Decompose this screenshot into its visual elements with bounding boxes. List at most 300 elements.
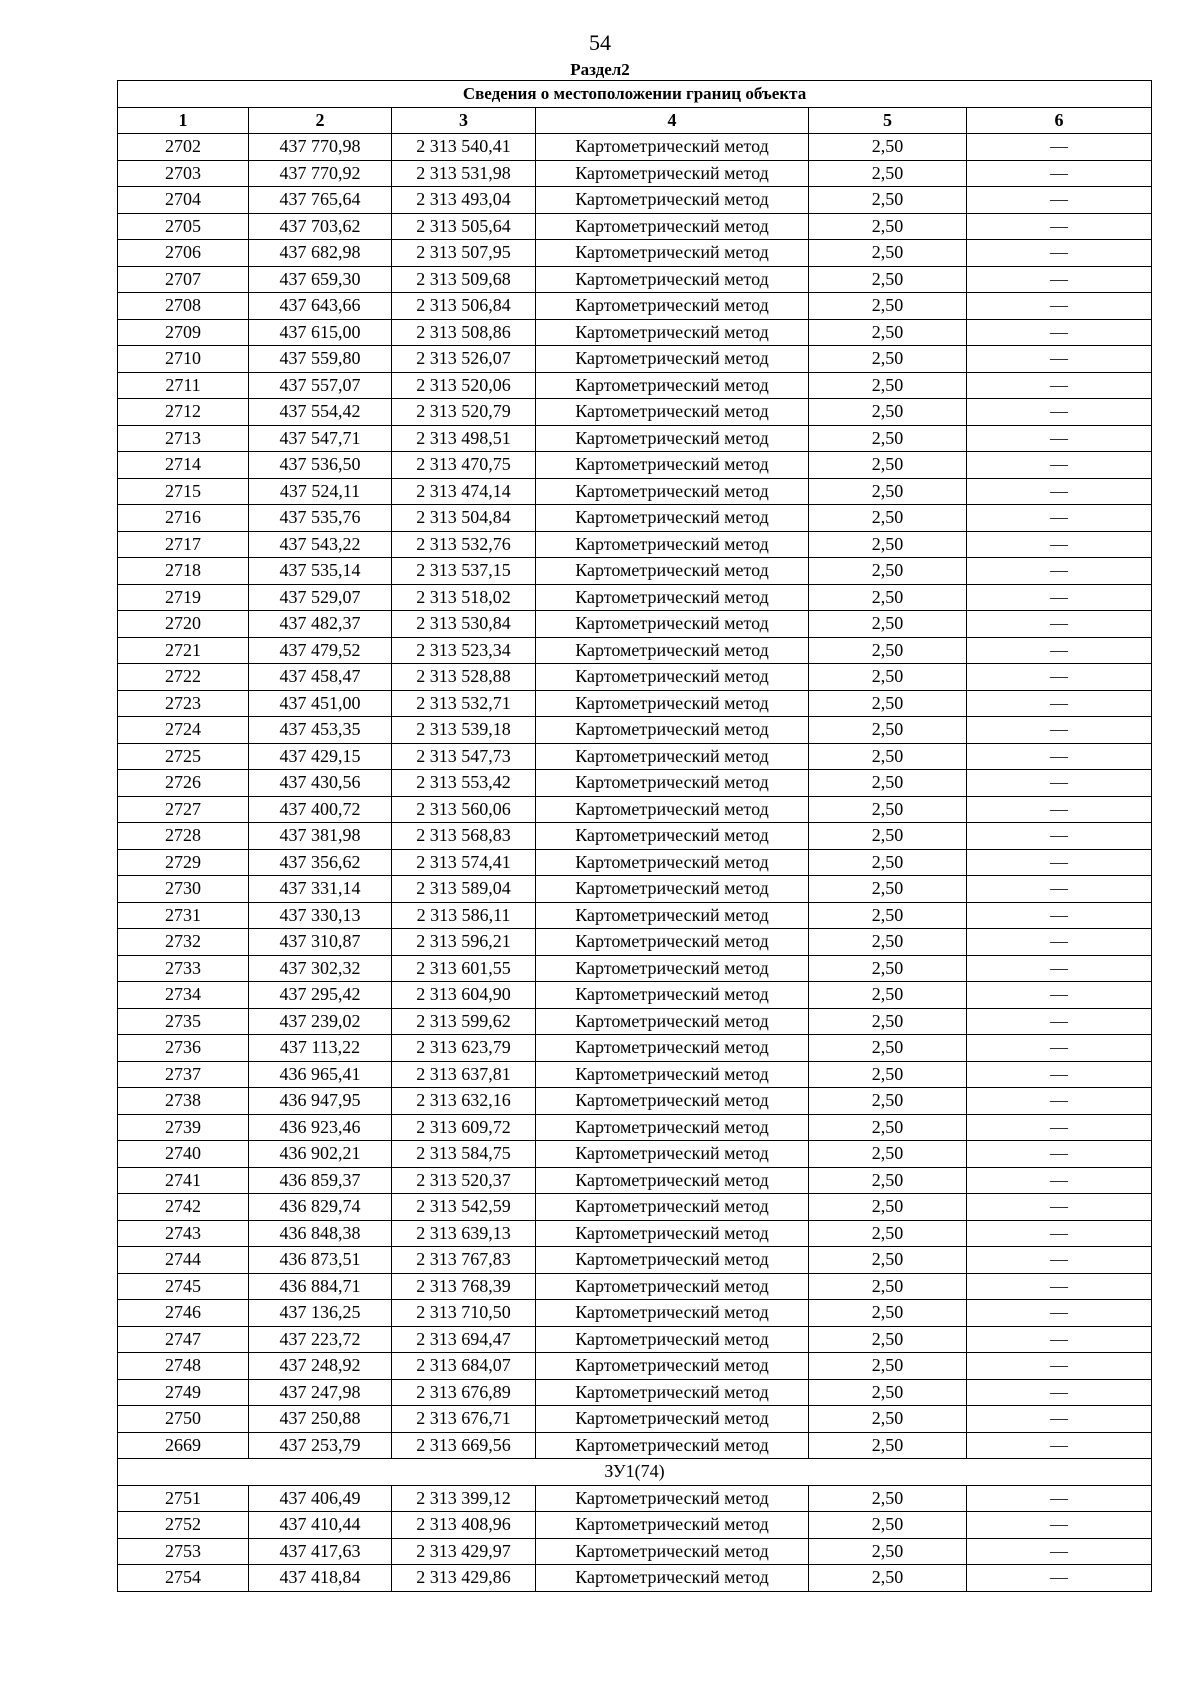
cell-coordinate-x: 437 453,35 — [249, 717, 392, 744]
column-header: 3 — [392, 107, 536, 134]
cell-description: — — [967, 902, 1152, 929]
cell-coordinate-y: 2 313 518,02 — [392, 584, 536, 611]
cell-description: — — [967, 1512, 1152, 1539]
cell-accuracy: 2,50 — [809, 929, 967, 956]
cell-point-number: 2734 — [118, 982, 249, 1009]
cell-method: Картометрический метод — [536, 1379, 809, 1406]
cell-coordinate-x: 437 330,13 — [249, 902, 392, 929]
cell-accuracy: 2,50 — [809, 584, 967, 611]
cell-accuracy: 2,50 — [809, 187, 967, 214]
cell-coordinate-x: 437 418,84 — [249, 1565, 392, 1592]
cell-point-number: 2720 — [118, 611, 249, 638]
page-number: 54 — [589, 30, 611, 55]
column-header: 5 — [809, 107, 967, 134]
table-row — [118, 929, 1152, 956]
table-row — [118, 1379, 1152, 1406]
cell-accuracy: 2,50 — [809, 558, 967, 585]
cell-point-number: 2744 — [118, 1247, 249, 1274]
cell-point-number: 2713 — [118, 425, 249, 452]
cell-coordinate-y: 2 313 493,04 — [392, 187, 536, 214]
cell-coordinate-y: 2 313 542,59 — [392, 1194, 536, 1221]
cell-coordinate-y: 2 313 604,90 — [392, 982, 536, 1009]
cell-coordinate-y: 2 313 540,41 — [392, 134, 536, 161]
table-row — [118, 293, 1152, 320]
cell-point-number: 2750 — [118, 1406, 249, 1433]
cell-method: Картометрический метод — [536, 1247, 809, 1274]
cell-point-number: 2741 — [118, 1167, 249, 1194]
cell-coordinate-x: 437 682,98 — [249, 240, 392, 267]
cell-coordinate-y: 2 313 676,89 — [392, 1379, 536, 1406]
cell-accuracy: 2,50 — [809, 717, 967, 744]
cell-description: — — [967, 452, 1152, 479]
cell-method: Картометрический метод — [536, 1220, 809, 1247]
cell-coordinate-x: 437 451,00 — [249, 690, 392, 717]
cell-coordinate-x: 437 429,15 — [249, 743, 392, 770]
cell-coordinate-y: 2 313 623,79 — [392, 1035, 536, 1062]
cell-coordinate-x: 437 529,07 — [249, 584, 392, 611]
table-row — [118, 1538, 1152, 1565]
cell-point-number: 2714 — [118, 452, 249, 479]
cell-accuracy: 2,50 — [809, 346, 967, 373]
table-row — [118, 1353, 1152, 1380]
group-header-row — [118, 1459, 1152, 1486]
table-row — [118, 1008, 1152, 1035]
column-header: 1 — [118, 107, 249, 134]
cell-coordinate-y: 2 313 532,71 — [392, 690, 536, 717]
cell-accuracy: 2,50 — [809, 266, 967, 293]
cell-description: — — [967, 1141, 1152, 1168]
cell-coordinate-y: 2 313 632,16 — [392, 1088, 536, 1115]
cell-method: Картометрический метод — [536, 584, 809, 611]
table-row — [118, 637, 1152, 664]
cell-accuracy: 2,50 — [809, 213, 967, 240]
table-row — [118, 717, 1152, 744]
cell-point-number: 2730 — [118, 876, 249, 903]
cell-method: Картометрический метод — [536, 1061, 809, 1088]
cell-description: — — [967, 1379, 1152, 1406]
cell-method: Картометрический метод — [536, 690, 809, 717]
table-row — [118, 849, 1152, 876]
cell-coordinate-x: 437 643,66 — [249, 293, 392, 320]
cell-coordinate-x: 437 310,87 — [249, 929, 392, 956]
cell-description: — — [967, 849, 1152, 876]
table-row — [118, 1141, 1152, 1168]
cell-coordinate-y: 2 313 528,88 — [392, 664, 536, 691]
cell-coordinate-x: 436 884,71 — [249, 1273, 392, 1300]
table-row — [118, 611, 1152, 638]
table-row — [118, 1061, 1152, 1088]
cell-coordinate-y: 2 313 574,41 — [392, 849, 536, 876]
cell-coordinate-y: 2 313 498,51 — [392, 425, 536, 452]
cell-method: Картометрический метод — [536, 1326, 809, 1353]
cell-description: — — [967, 717, 1152, 744]
cell-accuracy: 2,50 — [809, 849, 967, 876]
table-row — [118, 558, 1152, 585]
cell-method: Картометрический метод — [536, 1565, 809, 1592]
cell-accuracy: 2,50 — [809, 1300, 967, 1327]
cell-description: — — [967, 266, 1152, 293]
cell-description: — — [967, 372, 1152, 399]
column-header: 6 — [967, 107, 1152, 134]
cell-coordinate-x: 437 458,47 — [249, 664, 392, 691]
cell-accuracy: 2,50 — [809, 982, 967, 1009]
cell-method: Картометрический метод — [536, 1088, 809, 1115]
cell-point-number: 2715 — [118, 478, 249, 505]
table-row — [118, 266, 1152, 293]
cell-coordinate-y: 2 313 601,55 — [392, 955, 536, 982]
cell-coordinate-y: 2 313 506,84 — [392, 293, 536, 320]
cell-coordinate-x: 436 923,46 — [249, 1114, 392, 1141]
cell-point-number: 2753 — [118, 1538, 249, 1565]
cell-method: Картометрический метод — [536, 743, 809, 770]
cell-coordinate-x: 437 239,02 — [249, 1008, 392, 1035]
cell-method: Картометрический метод — [536, 1406, 809, 1433]
cell-accuracy: 2,50 — [809, 293, 967, 320]
cell-description: — — [967, 240, 1152, 267]
cell-coordinate-x: 437 253,79 — [249, 1432, 392, 1459]
cell-method: Картометрический метод — [536, 213, 809, 240]
cell-description: — — [967, 1485, 1152, 1512]
cell-point-number: 2727 — [118, 796, 249, 823]
cell-description: — — [967, 1247, 1152, 1274]
cell-coordinate-y: 2 313 399,12 — [392, 1485, 536, 1512]
cell-coordinate-y: 2 313 531,98 — [392, 160, 536, 187]
cell-accuracy: 2,50 — [809, 1035, 967, 1062]
cell-point-number: 2728 — [118, 823, 249, 850]
cell-coordinate-x: 437 524,11 — [249, 478, 392, 505]
cell-description: — — [967, 1167, 1152, 1194]
cell-coordinate-x: 436 902,21 — [249, 1141, 392, 1168]
cell-point-number: 2717 — [118, 531, 249, 558]
cell-method: Картометрический метод — [536, 1300, 809, 1327]
table-row — [118, 1247, 1152, 1274]
cell-description: — — [967, 558, 1152, 585]
cell-accuracy: 2,50 — [809, 160, 967, 187]
cell-coordinate-y: 2 313 507,95 — [392, 240, 536, 267]
cell-point-number: 2721 — [118, 637, 249, 664]
cell-method: Картометрический метод — [536, 531, 809, 558]
cell-method: Картометрический метод — [536, 982, 809, 1009]
table-row — [118, 1194, 1152, 1221]
cell-accuracy: 2,50 — [809, 1512, 967, 1539]
table-row — [118, 399, 1152, 426]
cell-point-number: 2735 — [118, 1008, 249, 1035]
column-header: 2 — [249, 107, 392, 134]
cell-accuracy: 2,50 — [809, 1538, 967, 1565]
group-label: ЗУ1(74) — [118, 1459, 1152, 1486]
cell-description: — — [967, 134, 1152, 161]
cell-accuracy: 2,50 — [809, 796, 967, 823]
cell-accuracy: 2,50 — [809, 1141, 967, 1168]
cell-coordinate-y: 2 313 520,37 — [392, 1167, 536, 1194]
cell-method: Картометрический метод — [536, 558, 809, 585]
cell-coordinate-y: 2 313 537,15 — [392, 558, 536, 585]
cell-point-number: 2736 — [118, 1035, 249, 1062]
table-row — [118, 876, 1152, 903]
cell-accuracy: 2,50 — [809, 1406, 967, 1433]
cell-point-number: 2754 — [118, 1565, 249, 1592]
cell-point-number: 2731 — [118, 902, 249, 929]
cell-coordinate-x: 436 947,95 — [249, 1088, 392, 1115]
cell-coordinate-y: 2 313 429,86 — [392, 1565, 536, 1592]
cell-accuracy: 2,50 — [809, 1273, 967, 1300]
cell-accuracy: 2,50 — [809, 1379, 967, 1406]
table-row — [118, 425, 1152, 452]
cell-point-number: 2704 — [118, 187, 249, 214]
cell-coordinate-y: 2 313 474,14 — [392, 478, 536, 505]
cell-description: — — [967, 1061, 1152, 1088]
cell-accuracy: 2,50 — [809, 452, 967, 479]
cell-point-number: 2706 — [118, 240, 249, 267]
cell-description: — — [967, 531, 1152, 558]
cell-coordinate-y: 2 313 710,50 — [392, 1300, 536, 1327]
cell-coordinate-y: 2 313 539,18 — [392, 717, 536, 744]
cell-coordinate-y: 2 313 504,84 — [392, 505, 536, 532]
cell-coordinate-y: 2 313 523,34 — [392, 637, 536, 664]
cell-coordinate-y: 2 313 470,75 — [392, 452, 536, 479]
cell-method: Картометрический метод — [536, 637, 809, 664]
cell-point-number: 2712 — [118, 399, 249, 426]
table-title: Сведения о местоположении границ объекта — [118, 81, 1152, 108]
cell-method: Картометрический метод — [536, 1273, 809, 1300]
cell-coordinate-y: 2 313 408,96 — [392, 1512, 536, 1539]
cell-description: — — [967, 796, 1152, 823]
cell-method: Картометрический метод — [536, 1194, 809, 1221]
cell-coordinate-x: 437 765,64 — [249, 187, 392, 214]
cell-accuracy: 2,50 — [809, 1008, 967, 1035]
cell-point-number: 2743 — [118, 1220, 249, 1247]
cell-coordinate-y: 2 313 694,47 — [392, 1326, 536, 1353]
cell-accuracy: 2,50 — [809, 1485, 967, 1512]
cell-method: Картометрический метод — [536, 452, 809, 479]
cell-description: — — [967, 1300, 1152, 1327]
cell-coordinate-x: 436 873,51 — [249, 1247, 392, 1274]
cell-coordinate-x: 437 250,88 — [249, 1406, 392, 1433]
cell-accuracy: 2,50 — [809, 770, 967, 797]
cell-description: — — [967, 1353, 1152, 1380]
cell-description: — — [967, 1220, 1152, 1247]
cell-coordinate-x: 436 859,37 — [249, 1167, 392, 1194]
cell-point-number: 2747 — [118, 1326, 249, 1353]
cell-accuracy: 2,50 — [809, 1565, 967, 1592]
cell-accuracy: 2,50 — [809, 134, 967, 161]
cell-method: Картометрический метод — [536, 266, 809, 293]
cell-coordinate-y: 2 313 508,86 — [392, 319, 536, 346]
cell-coordinate-y: 2 313 560,06 — [392, 796, 536, 823]
cell-method: Картометрический метод — [536, 478, 809, 505]
cell-accuracy: 2,50 — [809, 1167, 967, 1194]
cell-description: — — [967, 876, 1152, 903]
column-header: 4 — [536, 107, 809, 134]
cell-accuracy: 2,50 — [809, 1114, 967, 1141]
cell-coordinate-y: 2 313 429,97 — [392, 1538, 536, 1565]
table-row — [118, 1035, 1152, 1062]
table-row — [118, 1088, 1152, 1115]
table-row — [118, 664, 1152, 691]
cell-method: Картометрический метод — [536, 823, 809, 850]
table-row — [118, 240, 1152, 267]
cell-accuracy: 2,50 — [809, 1353, 967, 1380]
table-row — [118, 796, 1152, 823]
cell-coordinate-y: 2 313 637,81 — [392, 1061, 536, 1088]
cell-point-number: 2724 — [118, 717, 249, 744]
table-row — [118, 346, 1152, 373]
cell-point-number: 2723 — [118, 690, 249, 717]
cell-method: Картометрический метод — [536, 346, 809, 373]
cell-coordinate-x: 437 535,76 — [249, 505, 392, 532]
cell-description: — — [967, 1273, 1152, 1300]
cell-description: — — [967, 1114, 1152, 1141]
cell-coordinate-x: 437 770,98 — [249, 134, 392, 161]
cell-method: Картометрический метод — [536, 1538, 809, 1565]
cell-coordinate-x: 437 410,44 — [249, 1512, 392, 1539]
cell-coordinate-x: 437 430,56 — [249, 770, 392, 797]
cell-method: Картометрический метод — [536, 664, 809, 691]
cell-description: — — [967, 584, 1152, 611]
cell-point-number: 2710 — [118, 346, 249, 373]
cell-description: — — [967, 1406, 1152, 1433]
cell-method: Картометрический метод — [536, 1485, 809, 1512]
table-row — [118, 1220, 1152, 1247]
cell-accuracy: 2,50 — [809, 240, 967, 267]
table-row — [118, 160, 1152, 187]
cell-coordinate-x: 437 356,62 — [249, 849, 392, 876]
cell-coordinate-y: 2 313 596,21 — [392, 929, 536, 956]
cell-description: — — [967, 982, 1152, 1009]
cell-point-number: 2725 — [118, 743, 249, 770]
cell-description: — — [967, 1326, 1152, 1353]
cell-method: Картометрический метод — [536, 849, 809, 876]
table-row — [118, 902, 1152, 929]
cell-point-number: 2751 — [118, 1485, 249, 1512]
cell-coordinate-x: 437 295,42 — [249, 982, 392, 1009]
cell-point-number: 2729 — [118, 849, 249, 876]
cell-method: Картометрический метод — [536, 372, 809, 399]
cell-coordinate-x: 437 547,71 — [249, 425, 392, 452]
cell-coordinate-y: 2 313 553,42 — [392, 770, 536, 797]
cell-description: — — [967, 770, 1152, 797]
cell-accuracy: 2,50 — [809, 876, 967, 903]
table-row — [118, 478, 1152, 505]
cell-coordinate-x: 437 417,63 — [249, 1538, 392, 1565]
cell-accuracy: 2,50 — [809, 425, 967, 452]
cell-method: Картометрический метод — [536, 796, 809, 823]
cell-method: Картометрический метод — [536, 1512, 809, 1539]
cell-description: — — [967, 425, 1152, 452]
cell-point-number: 2722 — [118, 664, 249, 691]
cell-point-number: 2748 — [118, 1353, 249, 1380]
cell-accuracy: 2,50 — [809, 1088, 967, 1115]
cell-method: Картометрический метод — [536, 1353, 809, 1380]
cell-accuracy: 2,50 — [809, 319, 967, 346]
column-header-row — [118, 107, 1152, 134]
table-row — [118, 1326, 1152, 1353]
cell-point-number: 2749 — [118, 1379, 249, 1406]
cell-description: — — [967, 319, 1152, 346]
table-row — [118, 1300, 1152, 1327]
cell-coordinate-y: 2 313 589,04 — [392, 876, 536, 903]
cell-coordinate-y: 2 313 520,06 — [392, 372, 536, 399]
cell-accuracy: 2,50 — [809, 1432, 967, 1459]
cell-point-number: 2705 — [118, 213, 249, 240]
cell-coordinate-y: 2 313 586,11 — [392, 902, 536, 929]
cell-point-number: 2669 — [118, 1432, 249, 1459]
cell-description: — — [967, 664, 1152, 691]
table-row — [118, 452, 1152, 479]
table-row — [118, 213, 1152, 240]
cell-coordinate-y: 2 313 509,68 — [392, 266, 536, 293]
cell-method: Картометрический метод — [536, 770, 809, 797]
cell-coordinate-x: 436 829,74 — [249, 1194, 392, 1221]
cell-coordinate-x: 437 113,22 — [249, 1035, 392, 1062]
cell-coordinate-x: 437 479,52 — [249, 637, 392, 664]
cell-coordinate-y: 2 313 530,84 — [392, 611, 536, 638]
cell-accuracy: 2,50 — [809, 1247, 967, 1274]
cell-description: — — [967, 1008, 1152, 1035]
cell-method: Картометрический метод — [536, 134, 809, 161]
cell-coordinate-x: 437 559,80 — [249, 346, 392, 373]
cell-description: — — [967, 1538, 1152, 1565]
cell-point-number: 2716 — [118, 505, 249, 532]
cell-description: — — [967, 1194, 1152, 1221]
cell-accuracy: 2,50 — [809, 955, 967, 982]
cell-coordinate-x: 437 535,14 — [249, 558, 392, 585]
cell-method: Картометрический метод — [536, 160, 809, 187]
cell-coordinate-y: 2 313 684,07 — [392, 1353, 536, 1380]
cell-coordinate-x: 437 247,98 — [249, 1379, 392, 1406]
table-row — [118, 690, 1152, 717]
cell-coordinate-y: 2 313 669,56 — [392, 1432, 536, 1459]
table-row — [118, 743, 1152, 770]
cell-point-number: 2733 — [118, 955, 249, 982]
cell-accuracy: 2,50 — [809, 823, 967, 850]
table-row — [118, 134, 1152, 161]
cell-coordinate-x: 436 848,38 — [249, 1220, 392, 1247]
cell-coordinate-x: 437 615,00 — [249, 319, 392, 346]
cell-coordinate-y: 2 313 609,72 — [392, 1114, 536, 1141]
cell-accuracy: 2,50 — [809, 372, 967, 399]
table-row — [118, 372, 1152, 399]
cell-coordinate-x: 437 543,22 — [249, 531, 392, 558]
cell-accuracy: 2,50 — [809, 1220, 967, 1247]
cell-coordinate-x: 437 703,62 — [249, 213, 392, 240]
cell-description: — — [967, 346, 1152, 373]
cell-description: — — [967, 637, 1152, 664]
cell-point-number: 2709 — [118, 319, 249, 346]
cell-description: — — [967, 1035, 1152, 1062]
cell-description: — — [967, 505, 1152, 532]
boundary-coordinates-table — [117, 80, 1152, 1592]
cell-method: Картометрический метод — [536, 1432, 809, 1459]
cell-method: Картометрический метод — [536, 902, 809, 929]
cell-method: Картометрический метод — [536, 611, 809, 638]
cell-description: — — [967, 611, 1152, 638]
cell-coordinate-y: 2 313 639,13 — [392, 1220, 536, 1247]
cell-coordinate-y: 2 313 532,76 — [392, 531, 536, 558]
cell-method: Картометрический метод — [536, 399, 809, 426]
cell-accuracy: 2,50 — [809, 664, 967, 691]
cell-method: Картометрический метод — [536, 1035, 809, 1062]
cell-point-number: 2711 — [118, 372, 249, 399]
cell-accuracy: 2,50 — [809, 478, 967, 505]
cell-coordinate-x: 437 331,14 — [249, 876, 392, 903]
cell-method: Картометрический метод — [536, 1008, 809, 1035]
table-row — [118, 955, 1152, 982]
cell-coordinate-x: 437 557,07 — [249, 372, 392, 399]
cell-coordinate-x: 437 223,72 — [249, 1326, 392, 1353]
cell-accuracy: 2,50 — [809, 531, 967, 558]
cell-method: Картометрический метод — [536, 505, 809, 532]
